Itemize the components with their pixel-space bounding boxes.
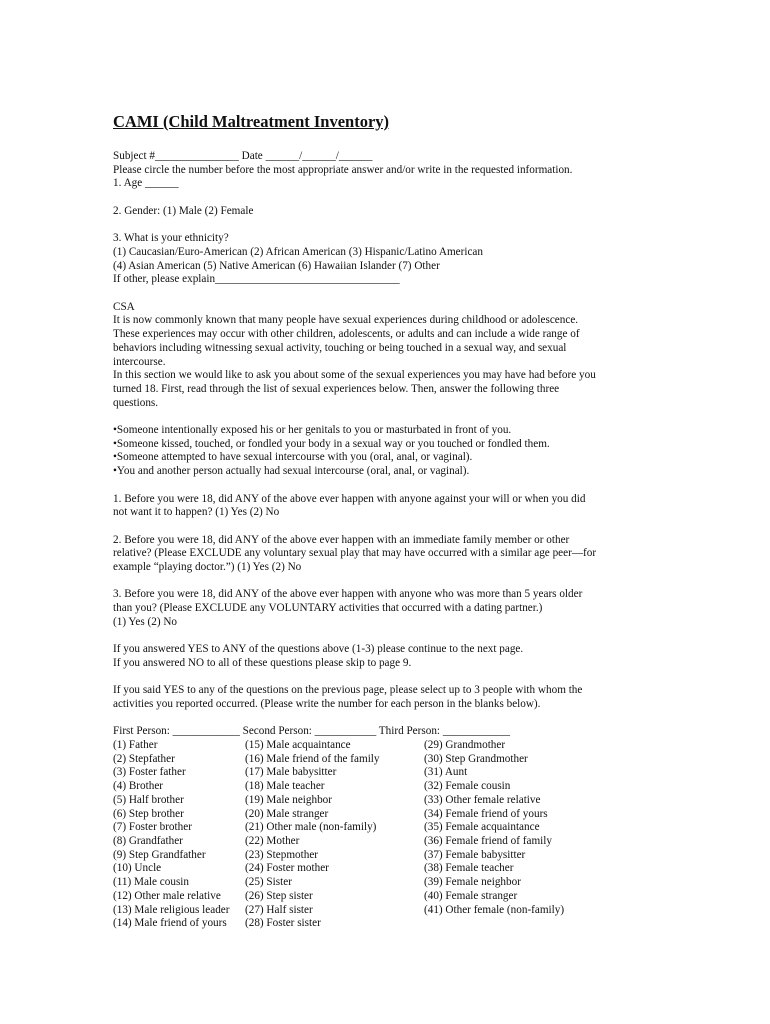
form-content: [113, 112, 663, 930]
list-item: (34) Female friend of yours: [424, 807, 548, 820]
persons-header: First Person: ____________ Second Person: ___________ Third Person: ____________: [113, 725, 510, 738]
select-line: activities you reported occurred. (Please write the number for each person in the blanks below).: [113, 697, 541, 710]
list-item: (9) Step Grandfather: [113, 848, 206, 861]
list-item: (18) Male teacher: [245, 780, 325, 793]
list-item: (12) Other male relative: [113, 889, 221, 902]
list-item: (15) Male acquaintance: [245, 739, 351, 752]
list-item: (7) Foster brother: [113, 821, 192, 834]
routing-line: If you answered NO to all of these questions please skip to page 9.: [113, 656, 412, 669]
list-item: (39) Female neighbor: [424, 876, 521, 889]
list-item: (26) Step sister: [245, 889, 313, 902]
list-item: (4) Brother: [113, 780, 164, 793]
select-line: If you said YES to any of the questions on the previous page, please select up to 3 people with whom the: [113, 684, 583, 697]
list-item: (14) Male friend of yours: [113, 917, 227, 930]
list-item: (41) Other female (non-family): [424, 903, 565, 916]
routing-line: If you answered YES to ANY of the questions above (1-3) please continue to the next page.: [113, 643, 524, 656]
list-item: (40) Female stranger: [424, 889, 518, 902]
list-item: (22) Mother: [245, 835, 300, 847]
instructions: Please circle the number before the most appropriate answer and/or write in the requested information.: [113, 163, 573, 176]
experience-item: • Someone kissed, touched, or fondled your body in a sexual way or you touched or fondled them.: [113, 438, 663, 452]
csa-question-1: [113, 493, 663, 520]
q3-line: (1) Yes (2) No: [113, 615, 178, 628]
csa-intro-line: turned 18. First, read through the list of sexual experiences below. Then, answer the following three: [113, 382, 560, 395]
csa-intro: [113, 314, 663, 410]
list-item: (30) Step Grandmother: [424, 752, 528, 765]
gender-question: 2. Gender: (1) Male (2) Female: [113, 204, 254, 217]
csa-intro-line: behaviors including witnessing sexual activity, touching or being touched in a sexual way, and sexual: [113, 341, 567, 354]
csa-intro-line: intercourse.: [113, 355, 166, 368]
list-item: (20) Male stranger: [245, 807, 329, 820]
ethnicity-options-1: (1) Caucasian/Euro-American (2) African American (3) Hispanic/Latino American: [113, 245, 483, 258]
persons-column-2: [245, 739, 380, 931]
experience-item: • You and another person actually had sexual intercourse (oral, anal, or vaginal).: [113, 465, 663, 479]
form-title: CAMI (Child Maltreatment Inventory): [113, 112, 390, 131]
csa-intro-line: It is now commonly known that many people have sexual experiences during childhood or adolescence.: [113, 314, 579, 327]
list-item: (17) Male babysitter: [245, 766, 337, 779]
list-item: (1) Father: [113, 739, 158, 752]
list-item: (24) Foster mother: [245, 862, 329, 875]
list-item: (8) Grandfather: [113, 835, 183, 847]
persons-list: [113, 739, 663, 930]
list-item: (16) Male friend of the family: [245, 752, 380, 765]
list-item: (32) Female cousin: [424, 780, 511, 793]
list-item: (21) Other male (non-family): [245, 821, 377, 834]
age-question: 1. Age ______: [113, 177, 179, 190]
persons-column-3: [424, 739, 564, 917]
csa-question-3: [113, 588, 663, 629]
list-item: (13) Male religious leader: [113, 903, 230, 916]
csa-intro-line: These experiences may occur with other children, adolescents, or adults and can include a wide range of: [113, 328, 580, 341]
experience-item: • Someone intentionally exposed his or her genitals to you or masturbated in front of you.: [113, 424, 663, 438]
list-item: (6) Step brother: [113, 807, 184, 820]
list-item: (28) Foster sister: [245, 917, 321, 930]
list-item: (33) Other female relative: [424, 793, 541, 806]
list-item: (35) Female acquaintance: [424, 821, 540, 834]
csa-intro-line: questions.: [113, 396, 159, 409]
q3-line: than you? (Please EXCLUDE any VOLUNTARY activities that occurred with a dating partner.): [113, 602, 543, 615]
list-item: (27) Half sister: [245, 903, 313, 916]
experience-list: [113, 424, 663, 479]
routing-instructions: [113, 643, 663, 670]
csa-heading: CSA: [113, 300, 135, 313]
ethnicity-explain: If other, please explain_________________________________: [113, 273, 400, 286]
q1-line: 1. Before you were 18, did ANY of the above ever happen with anyone against your will or when you did: [113, 492, 586, 505]
q3-line: 3. Before you were 18, did ANY of the above ever happen with anyone who was more than 5 years older: [113, 588, 583, 601]
list-item: (25) Sister: [245, 876, 292, 889]
list-item: (29) Grandmother: [424, 739, 506, 752]
experience-item: • Someone attempted to have sexual intercourse with you (oral, anal, or vaginal).: [113, 451, 663, 465]
list-item: (11) Male cousin: [113, 876, 190, 889]
q2-line: 2. Before you were 18, did ANY of the above ever happen with an immediate family member or other: [113, 533, 570, 546]
q2-line: relative? (Please EXCLUDE any voluntary sexual play that may have occurred with a similar age peer—for: [113, 547, 597, 560]
q1-line: not want it to happen? (1) Yes (2) No: [113, 506, 280, 519]
persons-section: [113, 725, 663, 930]
list-item: (5) Half brother: [113, 793, 184, 806]
list-item: (3) Foster father: [113, 766, 186, 779]
list-item: (36) Female friend of family: [424, 835, 552, 847]
csa-intro-line: In this section we would like to ask you about some of the sexual experiences you may have had before you: [113, 369, 596, 382]
list-item: (2) Stepfather: [113, 752, 175, 765]
ethnicity-options-2: (4) Asian American (5) Native American (6) Hawaiian Islander (7) Other: [113, 259, 440, 272]
list-item: (31) Aunt: [424, 766, 468, 779]
persons-column-1: [113, 739, 230, 931]
list-item: (37) Female babysitter: [424, 848, 526, 861]
q2-line: example “playing doctor.”) (1) Yes (2) No: [113, 561, 302, 573]
list-item: (23) Stepmother: [245, 848, 319, 861]
list-item: (10) Uncle: [113, 862, 162, 875]
select-persons-instructions: [113, 684, 663, 711]
list-item: (19) Male neighbor: [245, 793, 332, 806]
csa-question-2: [113, 534, 663, 575]
ethnicity-question: 3. What is your ethnicity?: [113, 232, 229, 245]
subject-date-line: Subject #_______________ Date ______/______/______: [113, 150, 373, 162]
list-item: (38) Female teacher: [424, 862, 514, 875]
